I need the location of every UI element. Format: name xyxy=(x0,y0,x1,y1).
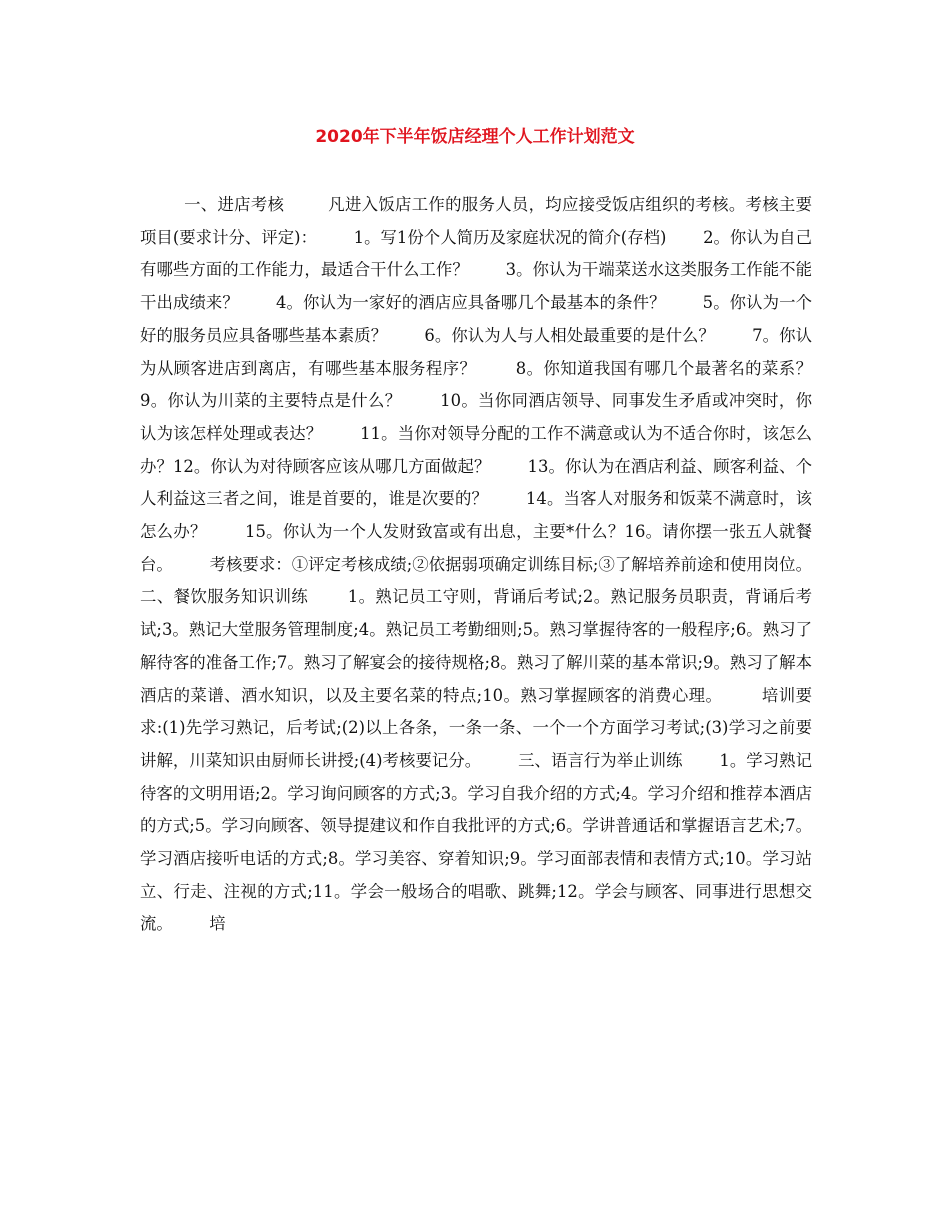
document-title: 2020年下半年饭店经理个人工作计划范文 xyxy=(315,127,635,147)
document-body: 一、进店考核 凡进入饭店工作的服务人员，均应接受饭店组织的考核。考核主要项目(要求计分、评定)： 1。写1份个人简历及家庭状况的简介(存档) 2。你认为自己有哪些方面的工作能力，最适合干什么工作？ 3。你认为干端菜送水这类服务工作能不能干出成绩来？ 4。你认为一家好的酒店应具备哪几个最基本的条件？ 5。你认为一个好的服务员应具备哪些基本素质？ 6。你认为人与人相处最重要的是什么？ 7。你认为从顾客进店到离店，有哪些基本服务程序？ 8。你知道我国有哪几个最著名的菜系？ 9。你认为川菜的主要特点是什么？ 10。当你同酒店领导、同事发生矛盾或冲突时，你认为该怎样处理或表达？ 11。当你对领导分配的工作不满意或认为不适合你时，该怎么办？12。你认为对待顾客应该从哪几方面做起？ 13。你认为在酒店利益、顾客利益、个人利益这三者之间，谁是首要的，谁是次要的？ 14。当客人对服务和饭菜不满意时，该怎么办？ 15。你认为一个人发财致富或有出息，主要*什么？16。请你摆一张五人就餐台。 考核要求：①评定考核成绩;②依据弱项确定训练目标;③了解培养前途和使用岗位。 二、餐饮服务知识训练 1。熟记员工守则，背诵后考试;2。熟记服务员职责，背诵后考试;3。熟记大堂服务管理制度;4。熟记员工考勤细则;5。熟习掌握待客的一般程序;6。熟习了解待客的准备工作;7。熟习了解宴会的接待规格;8。熟习了解川菜的基本常识;9。熟习了解本酒店的菜谱、酒水知识，以及主要名菜的特点;10。熟习掌握顾客的消费心理。 培训要求:(1)先学习熟记，后考试;(2)以上各条，一条一条、一个一个方面学习考试;(3)学习之前要讲解，川菜知识由厨师长讲授;(4)考核要记分。 三、语言行为举止训练 1。学习熟记待客的文明用语;2。学习询问顾客的方式;3。学习自我介绍的方式;4。学习介绍和推荐本酒店的方式;5。学习向顾客、领导提建议和作自我批评的方式;6。学讲普通话和掌握语言艺术;7。学习酒店接听电话的方式;8。学习美容、穿着知识;9。学习面部表情和表情方式;10。学习站立、行走、注视的方式;11。学会一般场合的唱歌、跳舞;12。学会与顾客、同事进行思想交流。 培 xyxy=(140,195,849,934)
